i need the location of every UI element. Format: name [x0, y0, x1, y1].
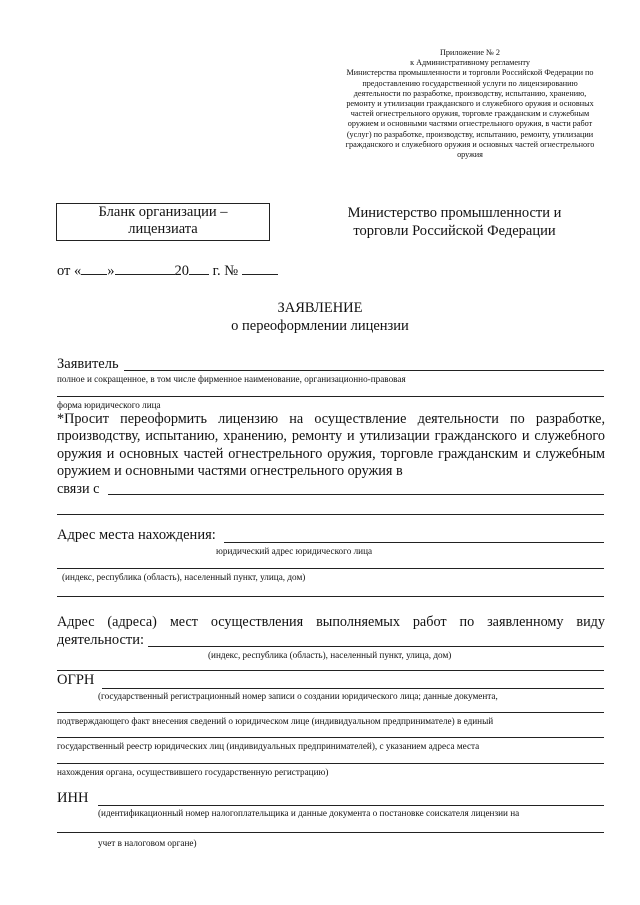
reason-field-2[interactable] [57, 514, 604, 515]
ogrn-field[interactable] [102, 688, 604, 689]
appendix-line: ремонту и утилизации гражданского и служебного оружия и основных [346, 99, 594, 109]
year-field[interactable] [189, 260, 209, 275]
appendix-line: гражданского и служебного оружия и основных частей огнестрельного [345, 139, 595, 149]
ogrn-label: ОГРН [57, 672, 95, 688]
ogrn-hint-4: нахождения органа, осуществившего государственную регистрацию) [57, 767, 329, 777]
document-title: ЗАЯВЛЕНИЕ [277, 300, 363, 316]
day-field[interactable] [81, 260, 107, 275]
ogrn-field-3[interactable] [57, 737, 604, 738]
applicant-hint-2: форма юридического лица [57, 400, 161, 410]
address-field[interactable] [224, 542, 604, 543]
ministry-line-1: Министерство промышленности и [347, 205, 562, 221]
appendix-line: Приложение № 2 [440, 48, 500, 57]
applicant-field-2[interactable] [57, 396, 604, 397]
inn-field[interactable] [98, 805, 604, 806]
number-field[interactable] [242, 260, 278, 275]
year-prefix: 20 [174, 263, 190, 279]
ogrn-hint-3: государственный реестр юридических лиц (индивидуальных предпринимателей), с указанием адреса места [57, 741, 480, 751]
blank-line-2: лицензиата [128, 221, 198, 237]
blank-line-1: Бланк организации – [98, 204, 228, 220]
reason-field[interactable] [108, 494, 604, 495]
work-address-field-2[interactable] [57, 670, 604, 671]
work-address-hint: (индекс, республика (область), населенный пункт, улица, дом) [208, 650, 452, 660]
request-reason-label: связи с [57, 481, 100, 497]
date-close-quote: » [107, 263, 115, 279]
address-label: Адрес места нахождения: [57, 527, 216, 543]
applicant-field[interactable] [124, 370, 604, 371]
appendix-line: предоставлению государственной услуги по лицензированию [362, 78, 578, 88]
work-address-label-2: деятельности: [57, 632, 145, 648]
ministry-line-2: торговли Российской Федерации [353, 223, 556, 239]
organization-blank-box [56, 203, 270, 241]
ministry-addressee [322, 204, 587, 240]
work-address-label: Адрес (адреса) мест осуществления выполняемых работ по заявленному виду [57, 614, 605, 630]
ogrn-hint-1: (государственный регистрационный номер записи о создании юридического лица; данные документа, [98, 691, 498, 701]
appendix-line: Министерства промышленности и торговли Российской Федерации по [346, 68, 594, 78]
work-address-field[interactable] [148, 646, 604, 647]
document-subtitle: о переоформлении лицензии [231, 318, 409, 334]
appendix-note [320, 48, 620, 160]
appendix-line: частей огнестрельного оружия, торговле гражданским и служебным [350, 109, 590, 119]
inn-hint-2: учет в налоговом органе) [98, 838, 197, 848]
appendix-line: оружием и основными частями огнестрельного оружия, в части работ [347, 119, 593, 129]
request-paragraph: *Просит переоформить лицензию на осуществление деятельности по разработке, производству, испытанию, хранению, ремонту и утилизации гражданского и служебного оружия и основных частей огнестрельного оружия, торговле гражданским и служебным оружием и основными частями огнестрельного оружия в [57, 411, 605, 480]
date-prefix: от « [57, 263, 82, 279]
appendix-line: оружия [457, 150, 483, 160]
ogrn-field-2[interactable] [57, 712, 604, 713]
appendix-line: к Административному регламенту [410, 58, 530, 68]
ogrn-field-4[interactable] [57, 763, 604, 764]
address-hint-2: (индекс, республика (область), населенный пункт, улица, дом) [62, 572, 306, 582]
ogrn-hint-2: подтверждающего факт внесения сведений о юридическом лице (индивидуальном предпринимателе) в единый [57, 716, 494, 726]
inn-label: ИНН [57, 790, 89, 806]
applicant-label: Заявитель [57, 356, 119, 372]
address-field-3[interactable] [57, 596, 604, 597]
address-field-2[interactable] [57, 568, 604, 569]
date-number-line [57, 260, 278, 280]
inn-field-2[interactable] [57, 832, 604, 833]
applicant-hint-1: полное и сокращенное, в том числе фирменное наименование, организационно-правовая [57, 374, 406, 384]
appendix-line: (услуг) по разработке, производству, испытанию, ремонту, утилизации [346, 129, 594, 139]
inn-hint-1: (идентификационный номер налогоплательщика и данные документа о постановке соискателя лицензии на [98, 808, 520, 818]
number-label: г. № [212, 263, 239, 279]
appendix-line: деятельности по разработке, производству, испытанию, хранению, [353, 88, 587, 98]
address-hint-1: юридический адрес юридического лица [216, 546, 373, 556]
month-field[interactable] [115, 260, 175, 275]
